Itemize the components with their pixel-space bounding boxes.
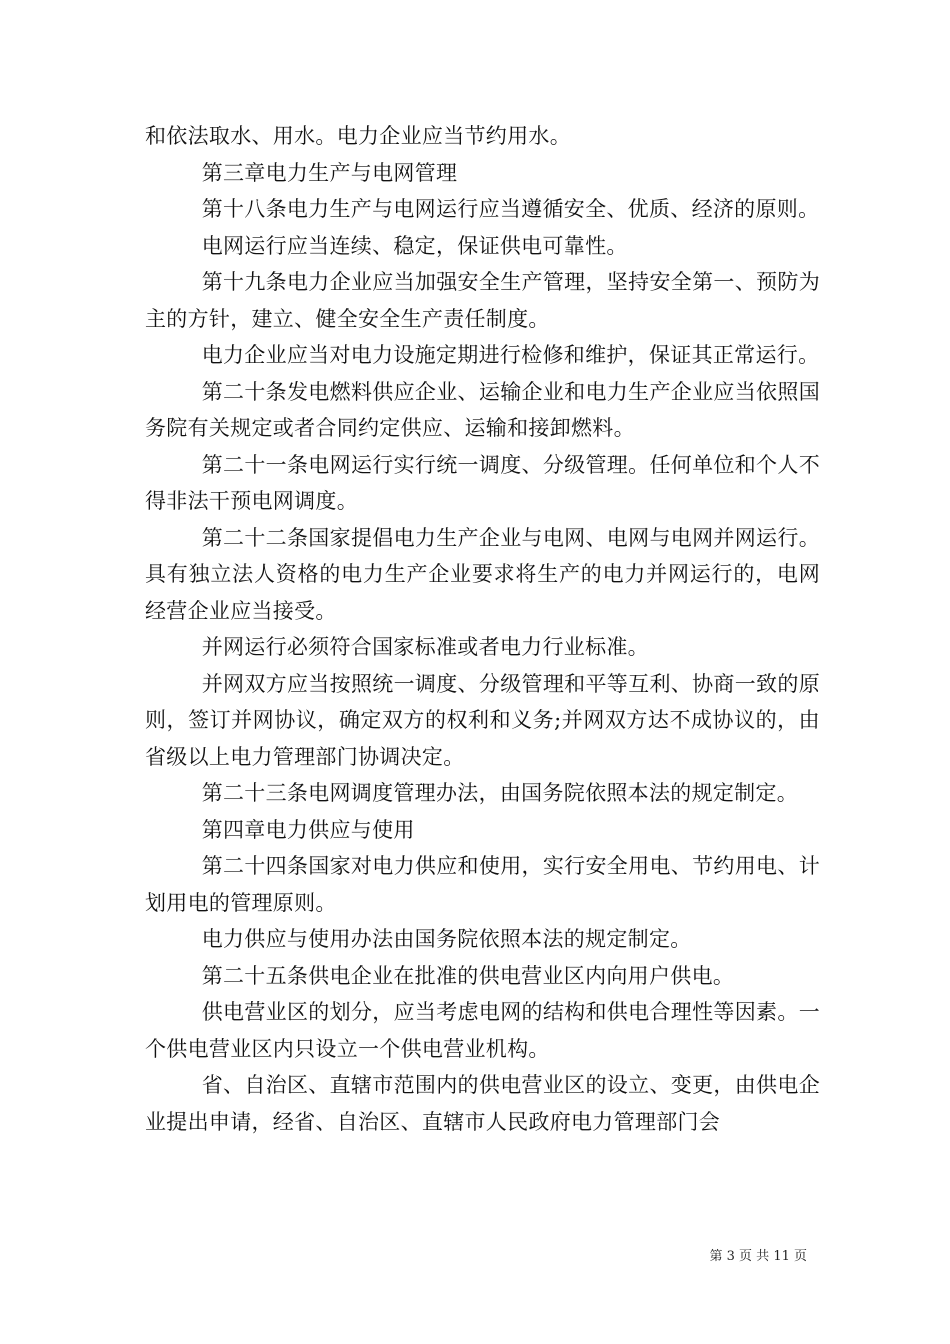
paragraph: 第十九条电力企业应当加强安全生产管理，坚持安全第一、预防为主的方针，建立、健全安全生产责任制度。 [145,270,820,331]
paragraph: 电力供应与使用办法由国务院依照本法的规定制定。 [201,927,692,951]
page-footer [0,1245,950,1264]
paragraph: 省、自治区、直辖市范围内的供电营业区的设立、变更，由供电企业提出申请，经省、自治区、直辖市人民政府电力管理部门会 [145,1073,820,1134]
chapter-heading: 第三章电力生产与电网管理 [201,160,458,185]
page-number: 第 3 页 共 11 页 [709,1249,807,1264]
document-body [145,118,820,1140]
paragraph: 电网运行应当连续、稳定，保证供电可靠性。 [201,233,628,258]
paragraph: 第二十条发电燃料供应企业、运输企业和电力生产企业应当依照国务院有关规定或者合同约定供应、运输和接卸燃料。 [145,379,820,440]
paragraph: 并网双方应当按照统一调度、分级管理和平等互利、协商一致的原则，签订并网协议，确定双方的权利和义务;并网双方达不成协议的，由省级以上电力管理部门协调决定。 [145,671,820,769]
paragraph: 第二十二条国家提倡电力生产企业与电网、电网与电网并网运行。具有独立法人资格的电力生产企业要求将生产的电力并网运行的，电网经营企业应当接受。 [145,525,820,623]
paragraph: 并网运行必须符合国家标准或者电力行业标准。 [201,635,649,659]
paragraph: 第二十一条电网运行实行统一调度、分级管理。任何单位和个人不得非法干预电网调度。 [145,452,820,513]
paragraph: 供电营业区的划分，应当考虑电网的结构和供电合理性等因素。一个供电营业区内只设立一个供电营业机构。 [145,1000,820,1061]
paragraph: 电力企业应当对电力设施定期进行检修和维护，保证其正常运行。 [201,343,820,367]
paragraph: 第二十五条供电企业在批准的供电营业区内向用户供电。 [201,963,735,988]
paragraph: 和依法取水、用水。电力企业应当节约用水。 [145,124,571,148]
paragraph: 第十八条电力生产与电网运行应当遵循安全、优质、经济的原则。 [201,197,820,221]
paragraph: 第二十三条电网调度管理办法，由国务院依照本法的规定制定。 [201,781,799,805]
paragraph: 第二十四条国家对电力供应和使用，实行安全用电、节约用电、计划用电的管理原则。 [145,854,820,915]
chapter-heading: 第四章电力供应与使用 [201,817,415,842]
